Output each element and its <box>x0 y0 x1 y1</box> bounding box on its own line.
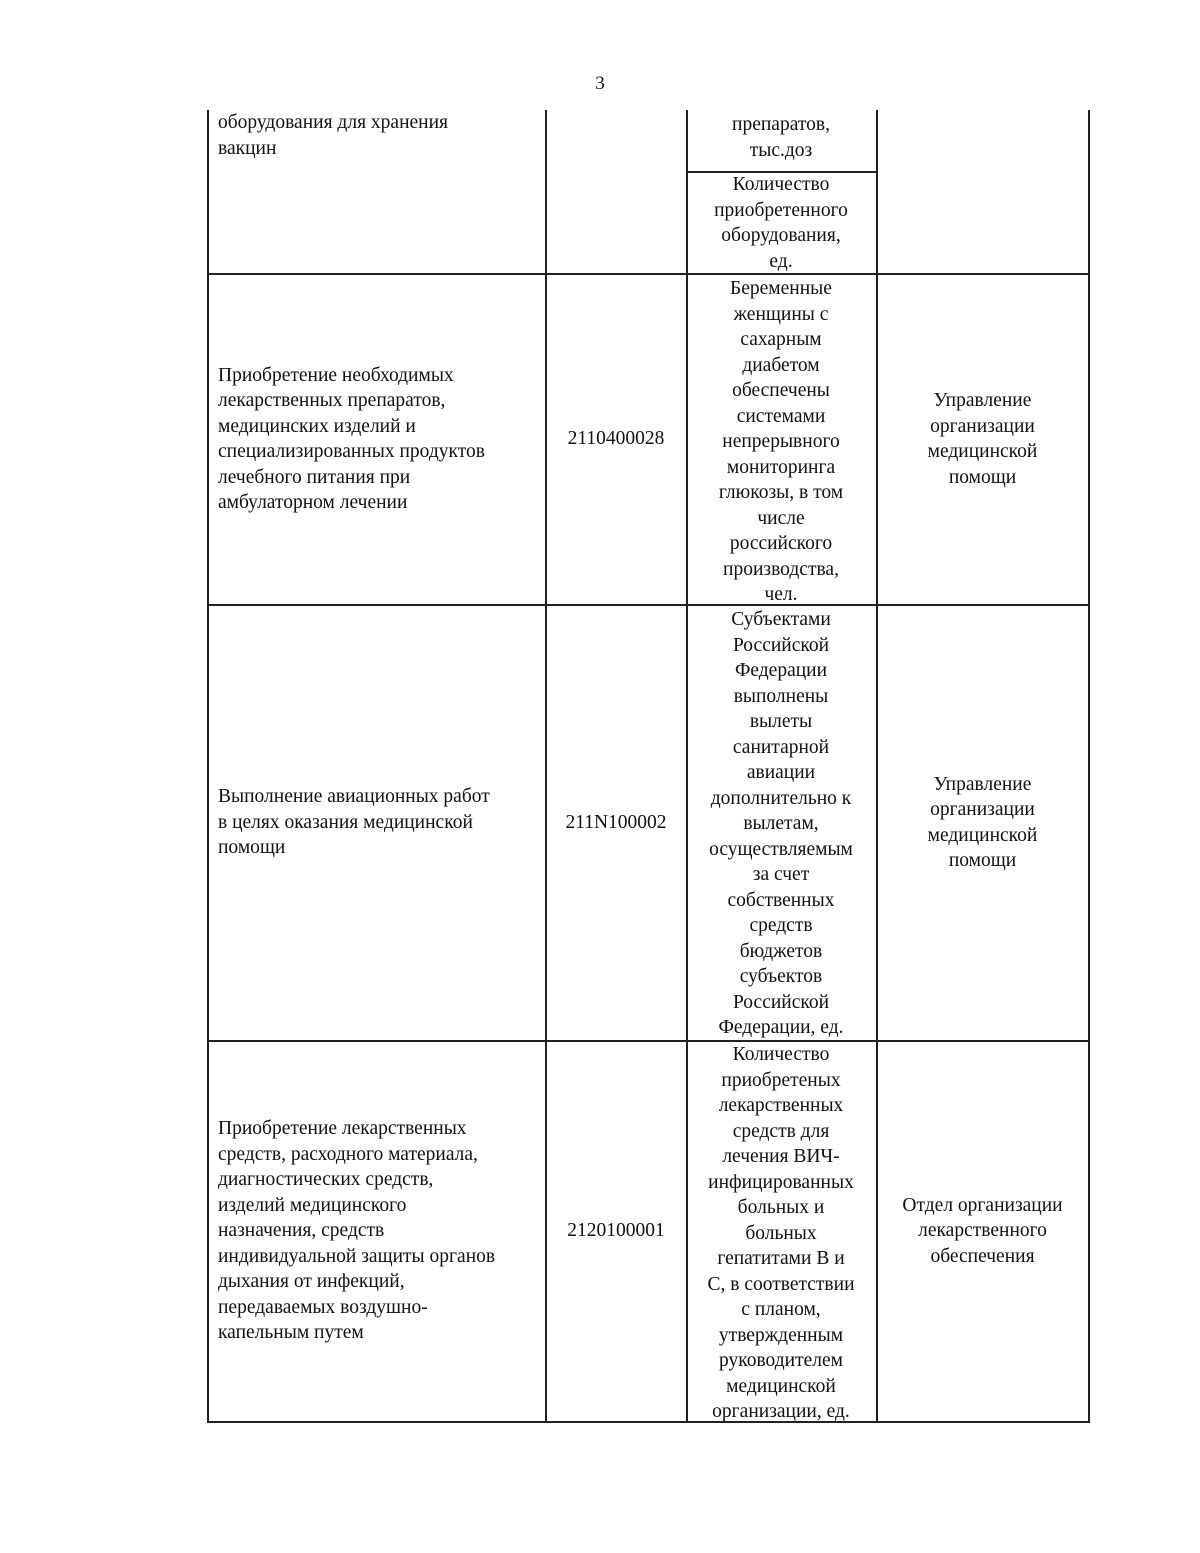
table-cell-indicator <box>686 172 876 273</box>
text-line: санитарной <box>732 736 830 758</box>
text-line: назначения, средств <box>218 1220 385 1242</box>
table-cell-responsible-wrap <box>877 1041 1088 1421</box>
text-line: Управление <box>933 390 1032 411</box>
table-cell-indicator <box>686 112 876 171</box>
text-line: сахарным <box>740 329 822 350</box>
table-cell-code-wrap <box>546 1041 686 1421</box>
text-line: собственных <box>727 889 835 911</box>
text-line: с планом, <box>741 1299 821 1320</box>
table-cell-responsible-wrap <box>877 605 1088 1040</box>
text-line: вылетам, <box>743 813 819 834</box>
text-line: обеспечения <box>930 1245 1035 1267</box>
text-line: Управление <box>933 773 1032 795</box>
text-line: Субъектами <box>731 609 831 630</box>
text-line: лечения ВИЧ- <box>722 1146 840 1167</box>
text-line: лекарственного <box>918 1220 1047 1242</box>
table-border-bottom <box>207 1421 1089 1423</box>
text-line: Российской <box>732 634 830 656</box>
text-line: Беременные <box>730 278 832 299</box>
text-line: медицинской <box>726 1375 836 1397</box>
table-cell-indicator <box>686 1042 876 1421</box>
text-line: гепатитами В и <box>717 1248 845 1269</box>
text-line: средств для <box>732 1120 830 1142</box>
text-line: субъектов <box>739 966 823 987</box>
text-line: женщины с <box>733 303 829 325</box>
text-line: Приобретение лекарственных <box>218 1118 467 1140</box>
text-line: передаваемых воздушно- <box>218 1296 428 1318</box>
text-line: помощи <box>948 850 1017 871</box>
table-cell-name <box>207 110 545 273</box>
text-line: осуществляемым <box>709 838 853 860</box>
table-cell-name-wrap <box>207 274 545 604</box>
text-line: медицинской <box>927 441 1038 462</box>
text-line: инфицированных <box>708 1171 854 1193</box>
table-cell-name-wrap <box>207 1041 545 1421</box>
page-number: 3 <box>595 73 605 94</box>
text-line: диагностических средств, <box>218 1169 434 1191</box>
text-line: приобретеных <box>721 1069 841 1091</box>
text-line: ед. <box>769 250 793 272</box>
text-line: мониторинга <box>726 456 836 478</box>
table-cell-responsible <box>902 1193 1062 1270</box>
text-line: оборудования, <box>721 225 841 246</box>
text-line: непрерывного <box>722 431 840 452</box>
text-line: Приобретение необходимых <box>218 364 454 386</box>
text-line: медицинской <box>927 824 1038 846</box>
text-line: помощи <box>218 837 286 859</box>
table-cell-name <box>218 784 490 861</box>
text-line: медицинских изделий и <box>218 415 416 437</box>
table-cell-code: 211N100002 <box>565 811 667 833</box>
text-line: лекарственных препаратов, <box>218 390 446 411</box>
text-line: средств <box>749 915 813 936</box>
text-line: системами <box>736 405 826 427</box>
text-line: производства, <box>723 558 839 580</box>
text-line: руководителем <box>719 1350 843 1371</box>
text-line: дыхания от инфекций, <box>218 1271 405 1293</box>
text-line: обеспечены <box>732 380 830 401</box>
text-line: Российской <box>732 991 830 1013</box>
text-line: лекарственных <box>718 1095 844 1116</box>
text-line: индивидуальной защиты органов <box>218 1245 496 1267</box>
table-cell-name <box>218 1116 495 1346</box>
text-line: диабетом <box>742 354 820 376</box>
text-line: авиации <box>746 762 816 783</box>
table-cell-responsible-wrap <box>877 274 1088 604</box>
text-line: чел. <box>764 584 798 604</box>
table-cell-code-wrap <box>546 274 686 604</box>
text-line: вылеты <box>749 711 813 732</box>
text-line: организации, ед. <box>712 1401 850 1421</box>
text-line: за счет <box>752 864 810 885</box>
text-line: Федерации, ед. <box>718 1017 844 1038</box>
table-cell-indicator <box>686 276 876 604</box>
table-cell-responsible <box>928 772 1038 874</box>
text-line: больных и <box>737 1197 825 1218</box>
text-line: С, в соответствии <box>707 1273 855 1295</box>
text-line: Федерации <box>734 660 828 681</box>
text-line: бюджетов <box>739 940 823 962</box>
text-line: Количество <box>732 174 830 195</box>
text-line: изделий медицинского <box>218 1194 407 1216</box>
text-line: приобретенного <box>714 199 848 221</box>
text-line: российского <box>729 533 833 554</box>
text-line: организации <box>930 799 1035 820</box>
table-cell-indicator <box>686 607 876 1040</box>
table-cell-name-wrap <box>207 605 545 1040</box>
text-line: вакцин <box>218 137 277 159</box>
text-line: организации <box>930 415 1035 437</box>
text-line: выполнены <box>733 685 829 707</box>
text-line: дополнительно к <box>710 787 852 809</box>
text-line: тыс.доз <box>749 139 813 161</box>
table-cell-code-wrap <box>546 605 686 1040</box>
text-line: в целях оказания медицинской <box>218 811 473 833</box>
text-line: лечебного питания при <box>218 466 411 488</box>
text-line: Отдел организации <box>902 1194 1063 1216</box>
text-line: глюкозы, в том <box>718 482 844 503</box>
text-line: амбулаторном лечении <box>218 492 408 513</box>
text-line: препаратов, <box>732 114 830 135</box>
text-line: больных <box>745 1222 817 1244</box>
table-cell-code: 2110400028 <box>567 428 665 450</box>
table-border-right <box>1088 110 1090 1423</box>
text-line: капельным путем <box>218 1322 364 1344</box>
text-line: средств, расходного материала, <box>218 1143 478 1165</box>
text-line: специализированных продуктов <box>218 441 485 462</box>
text-line: числе <box>757 507 805 529</box>
text-line: помощи <box>948 466 1017 488</box>
table-cell-code: 2120100001 <box>567 1220 665 1242</box>
table-cell-responsible <box>928 388 1038 490</box>
text-line: Выполнение авиационных работ <box>218 786 490 808</box>
text-line: утвержденным <box>718 1324 844 1346</box>
text-line: оборудования для хранения <box>218 112 449 133</box>
table-cell-name <box>218 363 485 516</box>
text-line: Количество <box>732 1044 830 1065</box>
